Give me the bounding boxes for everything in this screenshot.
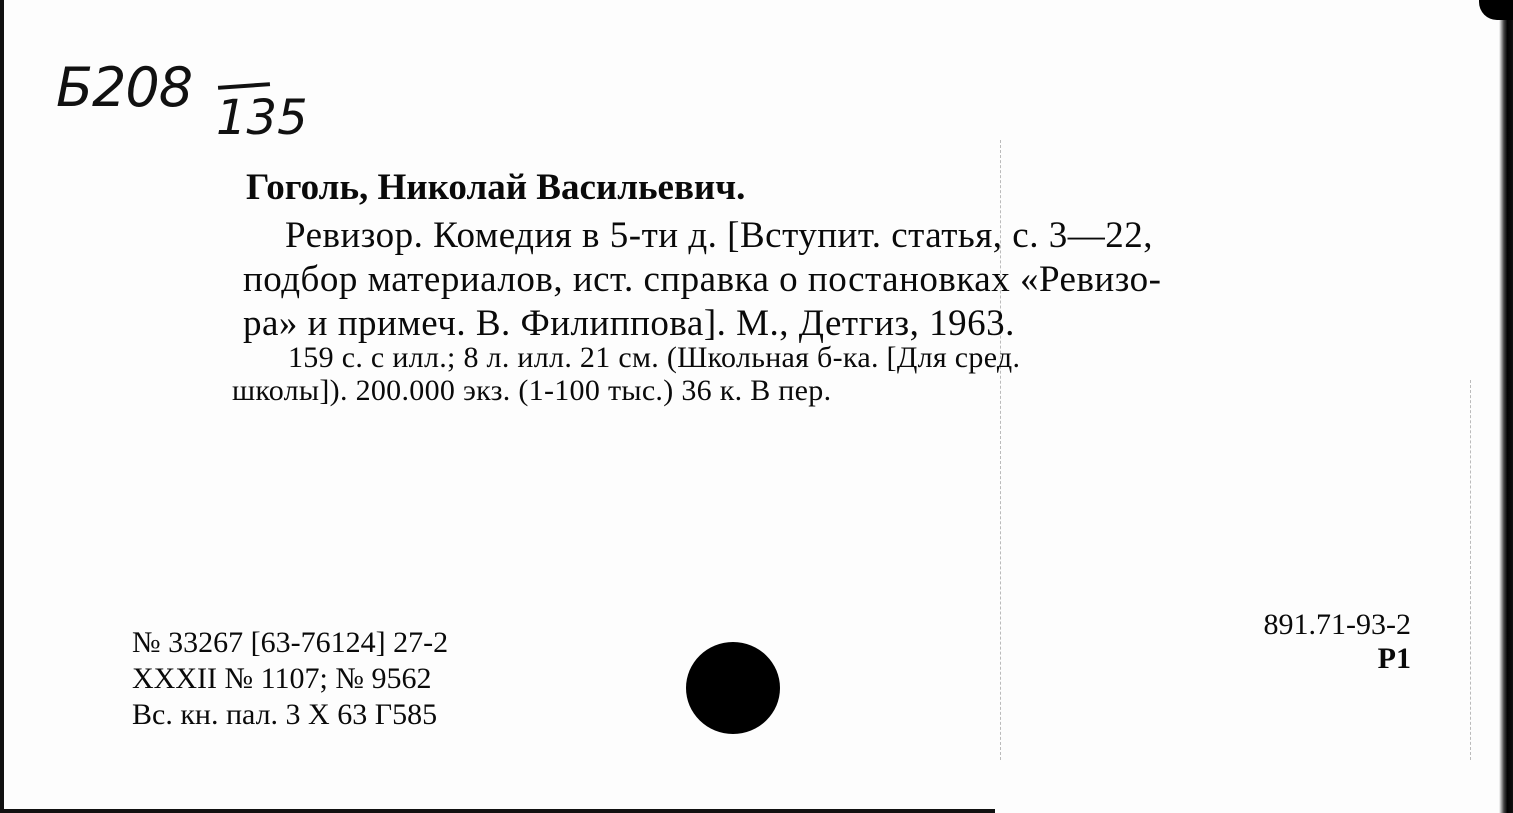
index-code: Р1: [1377, 642, 1411, 675]
shelf-mark-bottom: 135: [216, 90, 308, 146]
author-heading: Гоголь, Николай Васильевич.: [246, 167, 746, 208]
description-line: ра» и примеч. В. Филиппова]. М., Детгиз, 1963.: [243, 303, 1015, 344]
registration-line: XXXII № 1107; № 9562: [132, 662, 432, 695]
description-line: подбор материалов, ист. справка о постановках «Ревизо-: [243, 259, 1162, 300]
shelf-mark-bar: [218, 82, 270, 90]
physical-description-line: 159 с. с илл.; 8 л. илл. 21 см. (Школьная б-ка. [Для сред.: [288, 341, 1021, 374]
card-left-edge: [0, 0, 4, 813]
registration-line: № 33267 [63-76124] 27-2: [132, 626, 449, 659]
card-corner-shadow: [1479, 0, 1513, 20]
shelf-mark-top: Б208: [56, 56, 193, 119]
punch-hole: [686, 642, 780, 734]
description-line: Ревизор. Комедия в 5-ти д. [Вступит. статья, с. 3—22,: [285, 215, 1153, 256]
classification-code: 891.71-93-2: [1263, 608, 1411, 641]
physical-description-line: школы]). 200.000 экз. (1-100 тыс.) 36 к. В пер.: [232, 374, 832, 407]
card-bottom-edge: [0, 809, 995, 813]
registration-line: Вс. кн. пал. 3 X 63 Г585: [132, 698, 438, 731]
card-right-edge: [1499, 0, 1513, 813]
scan-artifact-line: [1470, 380, 1471, 760]
